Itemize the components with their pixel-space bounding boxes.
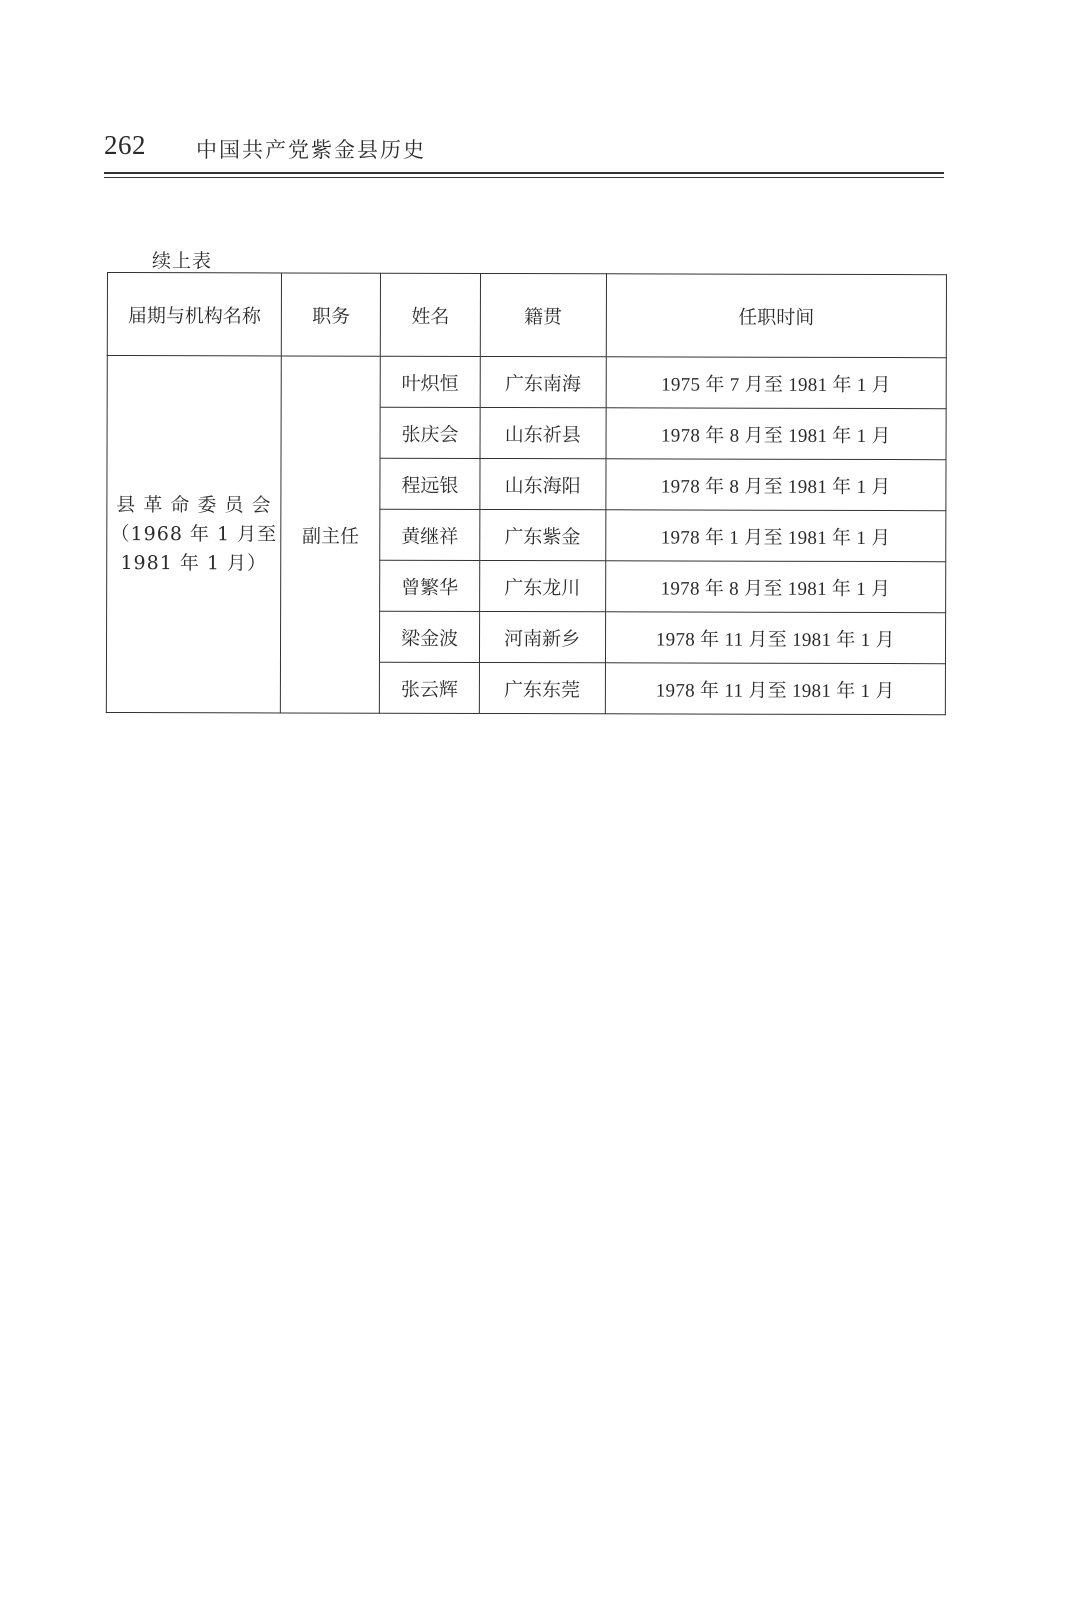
origin-cell: 广东龙川 <box>479 560 605 611</box>
table-caption: 续上表 <box>152 250 213 272</box>
period-cell <box>106 356 281 713</box>
book-title: 中国共产党紫金县历史 <box>196 138 426 162</box>
name-cell: 张云辉 <box>380 662 479 713</box>
period-line-1: 县 革 命 委 员 会 <box>116 493 272 516</box>
period-line-2: （1968 年 1 月至 <box>110 522 278 545</box>
origin-cell: 广东东莞 <box>479 662 605 713</box>
roster-table <box>106 272 947 715</box>
origin-cell: 广东紫金 <box>479 509 605 560</box>
header-rule-thick <box>104 172 944 174</box>
term-cell: 1978 年 11 月至 1981 年 1 月 <box>605 612 945 664</box>
column-header-name: 姓名 <box>381 273 480 356</box>
term-cell: 1978 年 11 月至 1981 年 1 月 <box>605 663 945 715</box>
origin-cell: 河南新乡 <box>479 611 605 662</box>
column-header-term: 任职时间 <box>606 274 947 358</box>
name-cell: 曾繁华 <box>380 560 479 611</box>
origin-cell: 山东祈县 <box>480 407 606 458</box>
table-header-row <box>107 273 946 358</box>
header-rule-thin <box>104 177 944 178</box>
term-cell: 1975 年 7 月至 1981 年 1 月 <box>606 357 946 409</box>
column-header-origin: 籍贯 <box>480 273 606 356</box>
table-row <box>107 356 946 409</box>
role-cell: 副主任 <box>280 356 380 713</box>
term-cell: 1978 年 1 月至 1981 年 1 月 <box>605 510 945 562</box>
origin-cell: 山东海阳 <box>480 458 606 509</box>
name-cell: 黄继祥 <box>380 509 479 560</box>
term-cell: 1978 年 8 月至 1981 年 1 月 <box>606 459 946 511</box>
page-number: 262 <box>104 130 146 160</box>
name-cell: 程远银 <box>380 458 479 509</box>
origin-cell: 广东南海 <box>480 356 606 407</box>
name-cell: 张庆会 <box>380 407 479 458</box>
period-line-3: 1981 年 1 月） <box>120 551 268 574</box>
running-header <box>104 128 944 188</box>
name-cell: 叶炽恒 <box>381 356 480 407</box>
column-header-period: 届期与机构名称 <box>107 273 281 356</box>
column-header-role: 职务 <box>281 273 380 356</box>
name-cell: 梁金波 <box>380 611 479 662</box>
term-cell: 1978 年 8 月至 1981 年 1 月 <box>605 561 945 613</box>
term-cell: 1978 年 8 月至 1981 年 1 月 <box>606 408 946 460</box>
